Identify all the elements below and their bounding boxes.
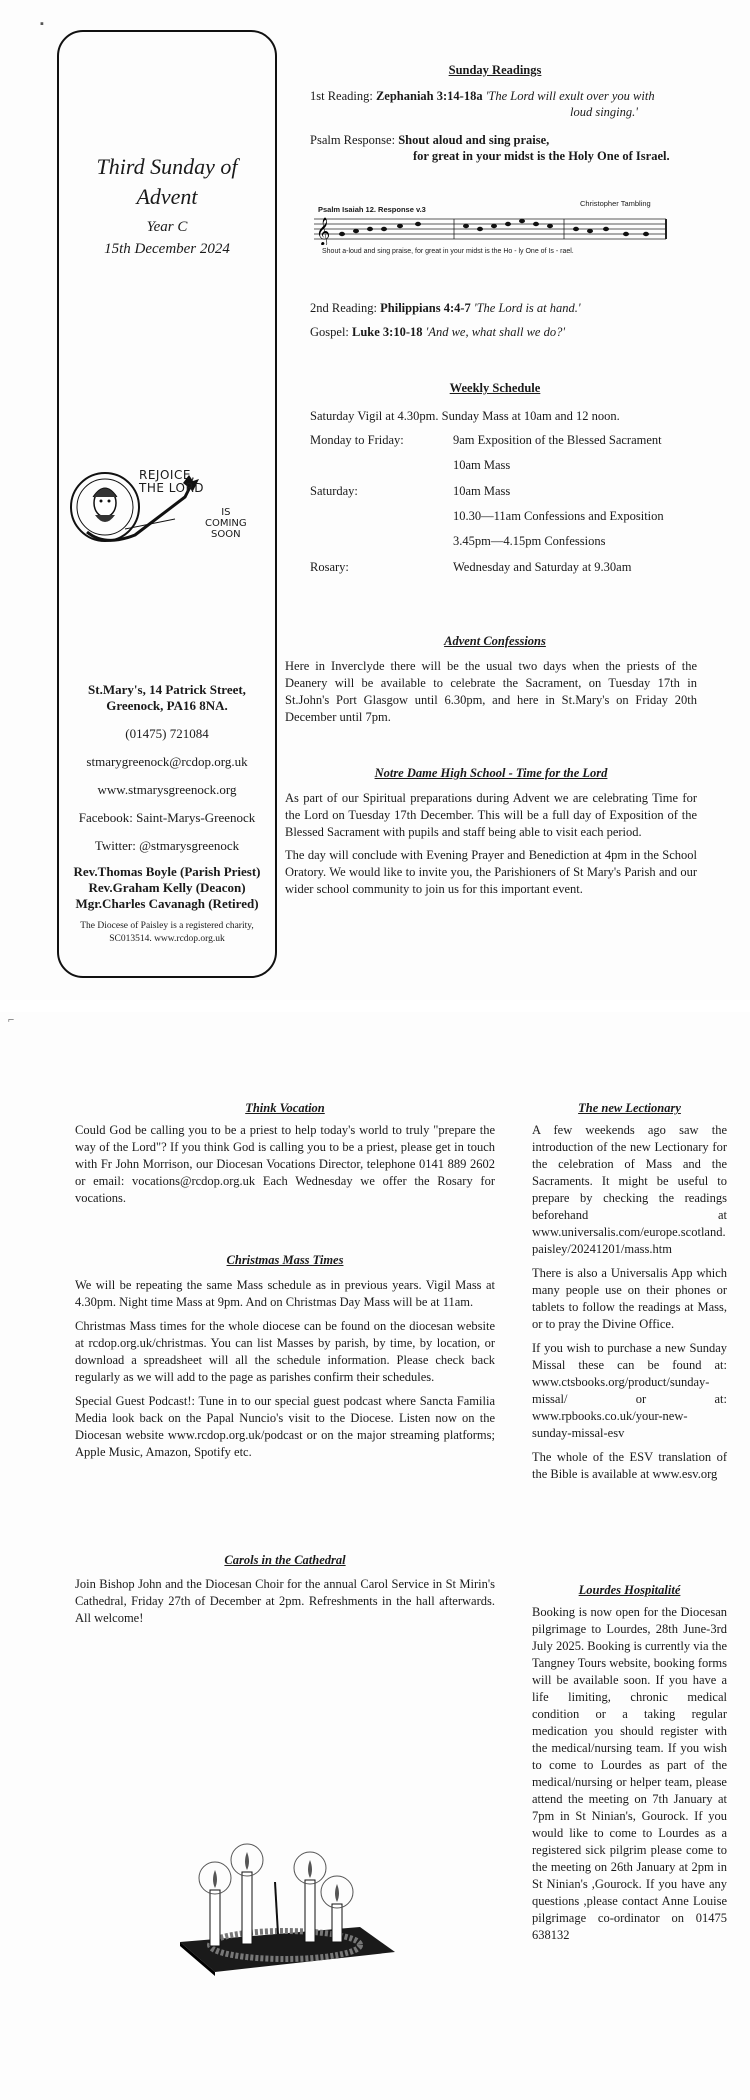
charity-line-2: SC013514. www.rcdop.org.uk [109,934,225,944]
logo-text-is: IS [221,507,231,518]
lourdes-heading [532,1582,727,1599]
vocation-heading [75,1100,495,1117]
schedule-weekday-1: 9am Exposition of the Blessed Sacrament [453,433,662,447]
rejoice-logo [65,457,270,557]
website-link: www.stmarysgreenock.org [97,782,237,797]
address-line-2: Greenock, PA16 8NA. [106,698,228,713]
second-reading-label: 2nd Reading: [310,301,381,315]
sidebar-panel [57,30,277,978]
christmas-p2: Christmas Mass times for the whole diocese can be found on the diocesan website at rcdop.org.uk/christmas. You can list Masses by parish, by time, by location, or download a spreadsheet will all the schedule information. Please check back regularly as we will add to the page as parishes confirm their schedules. [75,1319,495,1384]
lectionary-p1: A few weekends ago saw the introduction of the new Lectionary for the celebration of Mass and the Sacraments. It might be useful to prepare by checking the readings beforehand at www.universalis.com/europe.scotland.paisley/20241201/mass.htm [532,1123,727,1256]
second-reading-quote: 'The Lord is at hand.' [470,301,581,315]
schedule-weekday-2: 10am Mass [453,458,511,472]
gospel-label: Gospel: [310,325,353,339]
gospel-quote: 'And we, what shall we do?' [422,325,566,339]
clergy-parish-priest: Rev.Thomas Boyle (Parish Priest) [73,864,261,879]
first-reading-ref: Zephaniah 3:14-18a [375,89,483,103]
psalm-text-2: for great in your midst is the Holy One of Israel. [413,149,670,163]
schedule-heading [305,380,685,397]
logo-text-soon: SOON [211,529,241,540]
schedule-saturday-2: 10.30—11am Confessions and Exposition [453,509,664,523]
clergy-deacon: Rev.Graham Kelly (Deacon) [88,880,246,895]
carols-heading-text: Carols in the Cathedral [224,1553,346,1567]
christmas-heading [75,1252,495,1269]
vocation-text: Could God be calling you to be a priest to help today's world to truly "prepare the way of the Lord"? If you think God is calling you to be a priest, please get in touch with Fr John Morrison, our Diocesan Vocations Director, telephone 0141 889 2602 or email: vocations@rcdop.org.uk Each Wednesday we offer the Rosary for vocations. [75,1123,495,1205]
christmas-p1: We will be repeating the same Mass schedule as in previous years. Vigil Mass at 4.30pm. Night time Mass at 9pm. And on Christmas Day Mass will be at 11am. [75,1278,495,1309]
second-reading-ref: Philippians 4:4-7 [380,301,471,315]
confessions-text: Here in Inverclyde there will be the usual two days when the priests of the Deanery will be available to celebrate the Sacrament, on Tuesday 17th in St.John's Port Glasgow until 6.30pm, and here in St.Mary's on Friday 20th December until 7pm. [285,659,697,724]
first-reading-quote: 'The Lord will exult over you with [482,89,655,103]
bulletin-page-front [0,0,750,1000]
schedule-weekend: Saturday Vigil at 4.30pm. Sunday Mass at 10am and 12 noon. [310,409,620,423]
lectionary-p2: There is also a Universalis App which many people use on their phones or tablets to follow the readings at Mass, or to pray the Divine Office. [532,1266,727,1331]
advent-wreath-icon [160,1842,400,1982]
email-address: stmarygreenock@rcdop.org.uk [86,754,248,769]
bulletin-page-back [0,1012,750,2100]
twitter-handle: Twitter: @stmarysgreenock [94,838,240,853]
notre-dame-body [285,790,697,904]
christmas-heading-text: Christmas Mass Times [226,1253,344,1267]
first-reading-quote-cont: loud singing.' [570,105,638,119]
vocation-heading-text: Think Vocation [245,1101,325,1115]
confessions-heading [305,633,685,650]
christmas-p3: Special Guest Podcast!: Tune in to our special guest podcast where Sancta Familia Media look back on the Papal Nuncio's visit to the Diocese. Listen now on the Diocesan website www.rcdop.org.uk/podcast or on the major streaming platforms; Apple Music, Amazon, Spotify etc. [75,1394,495,1459]
music-title: Psalm Isaiah 12. Response v.3 [318,205,426,214]
carols-heading [75,1552,495,1569]
first-reading-label: 1st Reading: [310,89,376,103]
charity-line-1: The Diocese of Paisley is a registered charity, [80,921,254,931]
phone-number: (01475) 721084 [125,726,209,741]
second-reading [310,300,581,317]
bulletin-date: 15th December 2024 [104,241,230,257]
corner-mark-2: ⌐ [8,1014,15,1026]
page-separator [0,1000,750,1012]
schedule-rosary-label: Rosary: [310,560,349,574]
confessions-heading-text: Advent Confessions [444,634,546,648]
gospel-ref: Luke 3:10-18 [352,325,423,339]
lectionary-body [532,1122,727,1490]
readings-heading [305,62,685,79]
sheet-music [310,195,670,265]
address-line-1: St.Mary's, 14 Patrick Street, [88,682,246,697]
schedule-heading-text: Weekly Schedule [449,381,541,395]
lectionary-p3: If you wish to purchase a new Sunday Missal these can be found at: www.ctsbooks.org/product/sunday-missal/ or at: www.rpbooks.co.uk/your-new-sunday-missal-esv [532,1341,727,1440]
lectionary-heading-text: The new Lectionary [578,1101,681,1115]
schedule-weekday-label: Monday to Friday: [310,433,404,447]
lourdes-heading-text: Lourdes Hospitalité [578,1583,681,1597]
notre-dame-p1: As part of our Spiritual preparations during Advent we are celebrating Time for the Lord on Tuesday 17th December. This will be a full day of Exposition of the Blessed Sacrament with pupils and staff being able to visit each period. [285,791,697,839]
carols-text: Join Bishop John and the Diocesan Choir for the annual Carol Service in St Mirin's Cathedral, Friday 27th of December at 2pm. Refreshments in the hall afterwards. All welcome! [75,1577,495,1625]
psalm-text-1: Shout aloud and sing praise, [398,133,550,147]
schedule-saturday-label: Saturday: [310,484,358,498]
first-reading [310,88,655,105]
psalm-label: Psalm Response: [310,133,399,147]
readings-heading-text: Sunday Readings [448,63,542,77]
title-line-2: Advent [136,184,198,209]
music-lyrics: Shout a-loud and sing praise, for great in your midst is the Ho - ly One of Is - rael. [322,248,574,255]
lectionary-p4: The whole of the ESV translation of the Bible is available at www.esv.org [532,1450,727,1481]
svg-text:𝄞: 𝄞 [316,217,331,245]
schedule-saturday-3: 3.45pm—4.15pm Confessions [453,534,606,548]
liturgical-year: Year C [146,219,188,235]
facebook-handle: Facebook: Saint-Marys-Greenock [78,810,256,825]
logo-text-rejoice: REJOICE, [139,468,196,482]
parish-contact [59,682,275,946]
christmas-body [75,1277,495,1468]
psalm-response [310,132,549,149]
schedule-saturday-1: 10am Mass [453,484,511,498]
clergy-retired: Mgr.Charles Cavanagh (Retired) [75,896,259,911]
notre-dame-p2: The day will conclude with Evening Prayer and Benediction at 4pm in the School Oratory. We would like to invite you, the Parishioners of St Mary's Parish and our wider school community to join us for this important event. [285,848,697,896]
bulletin-title [59,152,275,260]
lectionary-heading [532,1100,727,1117]
notre-dame-heading-text: Notre Dame High School - Time for the Lord [374,766,608,780]
title-line-1: Third Sunday of [96,154,238,179]
logo-text-the-lord: THE LORD [139,481,205,495]
lourdes-text: Booking is now open for the Diocesan pilgrimage to Lourdes, 28th June-3rd July 2025. Booking is currently via the Tangney Tours website, booking forms will be available soon. If you have a life limiting, chronic medical condition or a taking regular medication you should register with the medical/nursing team. If you wish to come to Lourdes as part of the medical/nursing or helper team, please attend the meeting on 7th January at 7pm in St Ninian's, Gourock. If you would like to come to Lourdes as a registered sick pilgrim please come to the meeting on 26th January at 2pm in St Ninian's ,Gourock. If you have any questions ,please contact Anne Louise pilgrimage co-ordinator on 01475 638132 [532,1605,727,1942]
advent-wreath-illustration [160,1842,400,1982]
music-staff-icon [314,215,670,245]
notre-dame-heading [285,765,697,782]
schedule-rosary-text: Wednesday and Saturday at 9.30am [453,560,632,574]
music-composer: Christopher Tambling [580,199,651,208]
gospel-reading [310,324,565,341]
corner-mark: ▪ [40,18,44,30]
logo-text-coming: COMING [205,518,247,529]
